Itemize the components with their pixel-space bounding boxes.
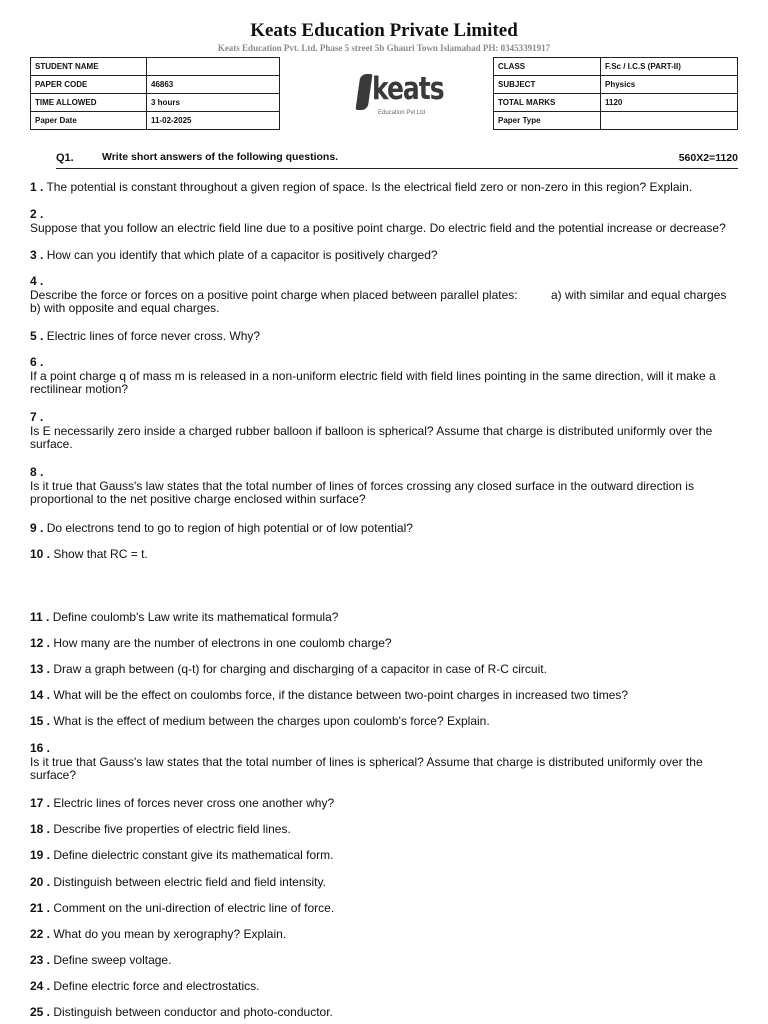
info-label: TIME ALLOWED: [31, 94, 147, 112]
question-number: 1 .: [30, 180, 44, 194]
question-number: 6 .: [30, 355, 44, 369]
paper-info-table: [30, 57, 280, 130]
question-text: The potential is constant throughout a given region of space. Is the electrical field zero or non-zero in this region? Explain.: [46, 180, 693, 194]
question-text: How can you identify that which plate of a capacitor is positively charged?: [46, 248, 438, 262]
info-row-paper-type: [494, 112, 738, 130]
keats-logo-icon: [355, 74, 372, 110]
question-item: [30, 876, 740, 890]
question-item: [30, 356, 740, 397]
question-item: [30, 954, 740, 968]
question-text: Comment on the uni-direction of electric line of force.: [53, 901, 335, 915]
question-text: Do electrons tend to go to region of high potential or of low potential?: [46, 521, 413, 535]
question-text: Define electric force and electrostatics.: [53, 979, 260, 993]
question-item: [30, 637, 740, 651]
question-text: If a point charge q of mass m is released in a non-uniform electric field with field lines pointing in the same direction, will it make a rectilinear motion?: [30, 368, 720, 396]
question-text: What is the effect of medium between the charges upon coulomb's force? Explain.: [53, 714, 490, 728]
question-number: 11 .: [30, 610, 50, 624]
question-text: Define sweep voltage.: [53, 953, 172, 967]
class-info-table: [493, 57, 738, 130]
question-item: [30, 181, 740, 195]
student-name-field: [147, 58, 280, 76]
question-number: 18 .: [30, 822, 51, 836]
question-text: Define dielectric constant give its mathematical form.: [53, 848, 334, 862]
question-text: Electric lines of force never cross. Why?: [46, 329, 261, 343]
info-label: TOTAL MARKS: [494, 94, 601, 112]
question-item: [30, 742, 740, 783]
question-number: 5 .: [30, 329, 44, 343]
paper-type-field: [601, 112, 738, 130]
section-instruction: Write short answers of the following questions.: [102, 151, 339, 163]
question-number: 19 .: [30, 848, 51, 862]
info-value: 46863: [147, 76, 280, 94]
question-number: 21 .: [30, 901, 51, 915]
question-number: 17 .: [30, 796, 51, 810]
question-text: What do you mean by xerography? Explain.: [53, 927, 287, 941]
question-number: 2 .: [30, 207, 44, 221]
question-item: [30, 689, 740, 703]
question-item: [30, 411, 740, 452]
question-item: [30, 823, 740, 837]
question-text: Distinguish between electric field and field intensity.: [53, 875, 326, 889]
question-number: 3 .: [30, 248, 44, 262]
info-label: Paper Date: [31, 112, 147, 130]
question-number: 15 .: [30, 714, 51, 728]
keats-logo: [356, 68, 444, 124]
logo-wordmark: keats: [372, 70, 444, 107]
question-number: 12 .: [30, 636, 51, 650]
question-item: [30, 611, 740, 625]
question-text: Describe five properties of electric field lines.: [53, 822, 291, 836]
question-text: Is E necessarily zero inside a charged rubber balloon if balloon is spherical? Assume that charge is distributed uniformly over the surface.: [30, 423, 716, 451]
info-row-paper-code: [31, 76, 280, 94]
question-number: 25 .: [30, 1005, 51, 1019]
section-heading: [56, 150, 738, 169]
institution-address: Keats Education Pvt. Ltd. Phase 5 street 5b Ghauri Town Islamabad PH: 03453391917: [217, 43, 551, 53]
question-item: [30, 980, 740, 994]
question-text: Draw a graph between (q-t) for charging and discharging of a capacitor in case of R-C circuit.: [53, 662, 547, 676]
question-item: [30, 849, 740, 863]
question-text: Show that RC = t.: [53, 547, 148, 561]
question-item: [30, 928, 740, 942]
question-item: [30, 249, 740, 263]
question-item: [30, 522, 740, 536]
info-label: CLASS: [494, 58, 601, 76]
question-number: 13 .: [30, 662, 51, 676]
info-row-subject: [494, 76, 738, 94]
question-text: How many are the number of electrons in one coulomb charge?: [53, 636, 392, 650]
info-row-class: [494, 58, 738, 76]
question-number: 9 .: [30, 521, 44, 535]
info-row-student-name: [31, 58, 280, 76]
question-item: [30, 797, 740, 811]
logo-subtext: Education Pvt Ltd: [378, 110, 426, 116]
question-number: 8 .: [30, 465, 44, 479]
info-label: SUBJECT: [494, 76, 601, 94]
question-text: Distinguish between conductor and photo-conductor.: [53, 1005, 333, 1019]
question-number: 22 .: [30, 927, 51, 941]
info-value: Physics: [601, 76, 738, 94]
info-label: STUDENT NAME: [31, 58, 147, 76]
info-row-total-marks: [494, 94, 738, 112]
info-value: 11-02-2025: [147, 112, 280, 130]
question-item: [30, 466, 740, 507]
info-value: F.Sc / I.C.S (PART-II): [601, 58, 738, 76]
question-item: [30, 330, 740, 344]
question-number: 7 .: [30, 410, 44, 424]
question-number: 20 .: [30, 875, 51, 889]
info-label: Paper Type: [494, 112, 601, 130]
question-text: What will be the effect on coulombs force, if the distance between two-point charges in increased two times?: [53, 688, 629, 702]
question-item: [30, 902, 740, 916]
info-value: 3 hours: [147, 94, 280, 112]
question-number: 4 .: [30, 274, 44, 288]
question-item: [30, 663, 740, 677]
question-number: 16 .: [30, 741, 51, 755]
section-number: Q1.: [56, 152, 74, 164]
question-text: Is it true that Gauss's law states that the total number of lines of forces crossing any closed surface in the outward direction is proportional to the net positive charge enclosed within surface?: [30, 478, 698, 506]
question-text: Is it true that Gauss's law states that the total number of lines is spherical? Assume that charge is distributed uniformly over the surface?: [30, 754, 706, 782]
question-item: [30, 548, 740, 562]
question-text: Define coulomb's Law write its mathematical formula?: [52, 610, 339, 624]
question-number: 23 .: [30, 953, 51, 967]
question-text: Describe the force or forces on a positive point charge when placed between parallel plates: a) with similar and equal charges b) with opposite and equal charges.: [30, 287, 730, 315]
question-item: [30, 275, 740, 316]
info-label: PAPER CODE: [31, 76, 147, 94]
question-item: [30, 208, 740, 235]
section-marks: 560X2=1120: [678, 152, 738, 164]
question-item: [30, 1006, 740, 1020]
question-number: 10 .: [30, 547, 51, 561]
question-item: [30, 715, 740, 729]
info-value: 1120: [601, 94, 738, 112]
question-text: Electric lines of forces never cross one another why?: [53, 796, 335, 810]
question-text: Suppose that you follow an electric field line due to a positive point charge. Do electric field and the potential increase or decrease?: [30, 220, 726, 235]
info-row-time-allowed: [31, 94, 280, 112]
institution-title: Keats Education Private Limited: [250, 20, 518, 41]
info-row-paper-date: [31, 112, 280, 130]
question-number: 24 .: [30, 979, 51, 993]
question-number: 14 .: [30, 688, 51, 702]
